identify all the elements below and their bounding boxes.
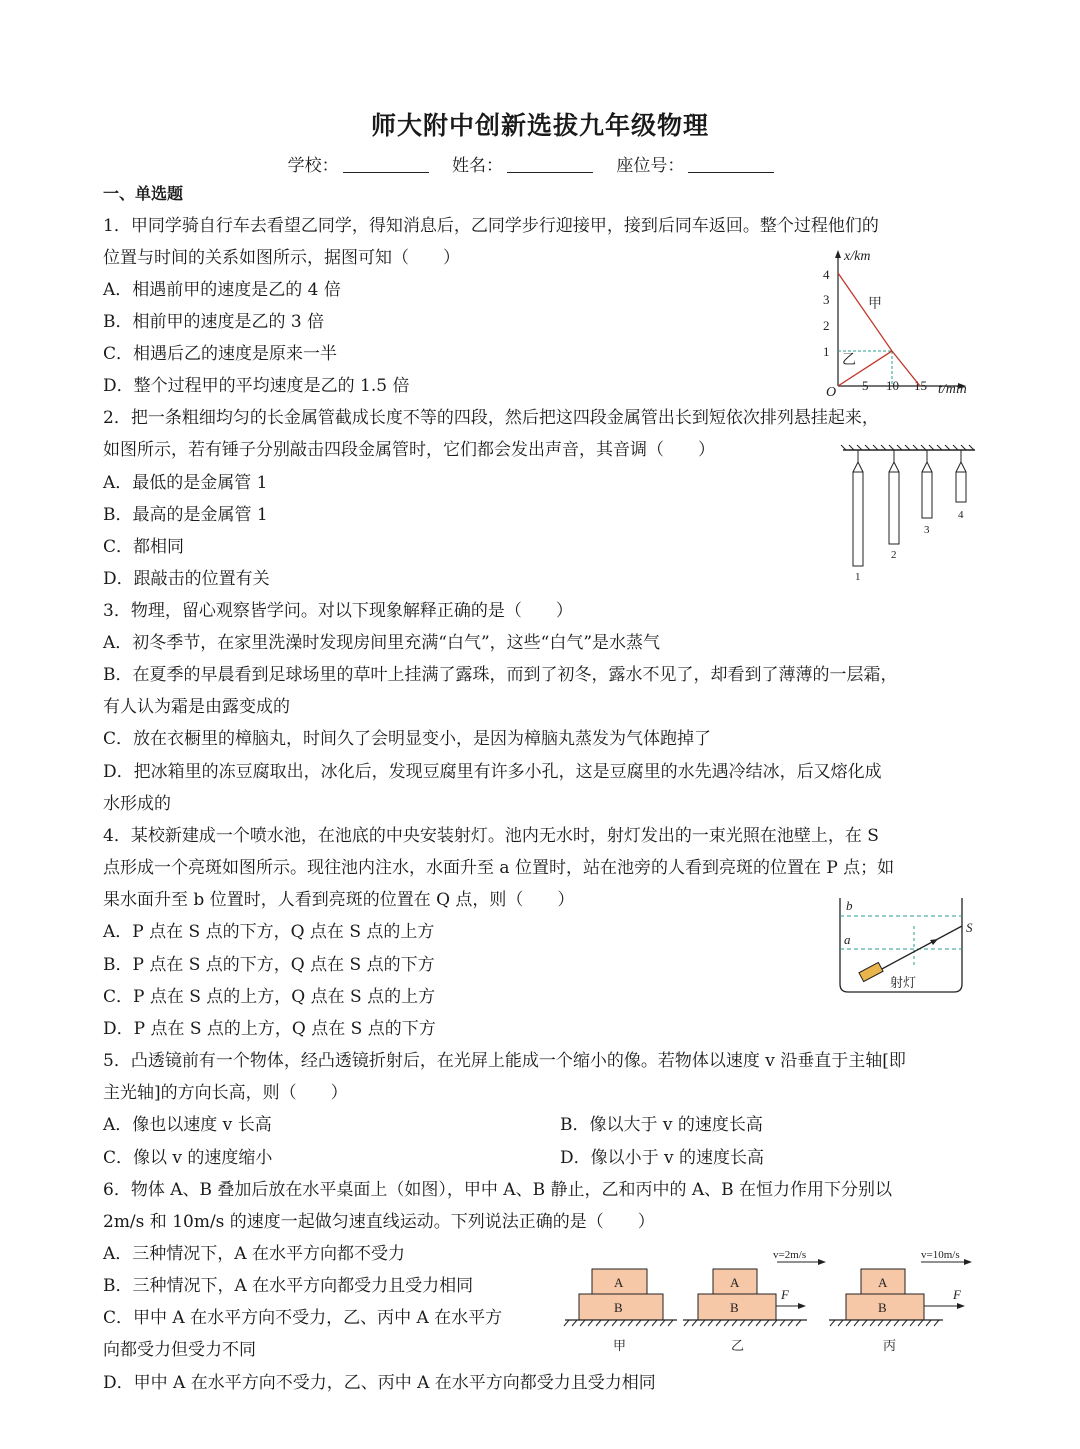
q2-option-d: D．跟敲击的位置有关 <box>103 569 270 589</box>
q1-position-time-graph <box>810 246 985 401</box>
y-tick-4: 4 <box>823 267 830 282</box>
block-setup-bing <box>829 1249 972 1353</box>
tube-3-label: 3 <box>924 524 930 536</box>
q5-option-c: C．像以 v 的速度缩小 <box>103 1148 273 1168</box>
student-info-row <box>0 151 1080 176</box>
point-s-label: S <box>966 920 973 935</box>
tube-2-label: 2 <box>891 549 897 561</box>
school-label: 学校： <box>287 156 339 176</box>
y-axis-arrow-icon <box>835 250 841 258</box>
x-tick-5: 5 <box>862 378 869 393</box>
y-tick-3: 3 <box>823 292 830 307</box>
velocity-label-yi: v=2m/s <box>773 1249 807 1261</box>
q6-blocks-figure <box>565 1248 980 1358</box>
light-beam <box>880 926 962 970</box>
q3-option-d-line2: 水形成的 <box>103 794 171 814</box>
q6-stem-line1: 6．物体 A、B 叠加后放在水平桌面上（如图），甲中 A、B 静止，乙和丙中的 A、B 在恒力作用下分别以 <box>103 1180 893 1200</box>
x-axis-label: t/min <box>938 382 967 397</box>
origin-label: O <box>826 385 837 400</box>
q5-stem-line2: 主光轴]的方向长高，则（ ） <box>103 1083 348 1103</box>
x-tick-15: 15 <box>914 378 927 393</box>
label-a-jia: A <box>614 1275 624 1290</box>
tube-4 <box>956 450 966 502</box>
q3-stem: 3．物理，留心观察皆学问。对以下现象解释正确的是（ ） <box>103 601 573 621</box>
q1-option-b: B．相前甲的速度是乙的 3 倍 <box>103 312 325 332</box>
q4-stem-line3: 果水面升至 b 位置时，人看到亮斑的位置在 Q 点，则（ ） <box>103 890 575 910</box>
q3-option-b-line2: 有人认为霜是由露变成的 <box>103 697 290 717</box>
tube-1-label: 1 <box>855 571 861 583</box>
q4-option-a: A．P 点在 S 点的下方，Q 点在 S 点的上方 <box>103 922 435 942</box>
jia-label: 甲 <box>868 297 882 312</box>
q4-option-b: B．P 点在 S 点的下方，Q 点在 S 点的下方 <box>103 955 435 975</box>
label-a-yi: A <box>730 1275 740 1290</box>
q3-option-a: A．初冬季节，在家里洗澡时发现房间里充满“白气”，这些“白气”是水蒸气 <box>103 633 661 653</box>
beam-arrow-icon <box>930 939 938 945</box>
q5-option-b: B．像以大于 v 的速度长高 <box>560 1115 763 1135</box>
q4-pool-figure <box>834 896 984 996</box>
seat-label: 座位号： <box>616 156 685 176</box>
q3-option-b-line1: B．在夏季的早晨看到足球场里的草叶上挂满了露珠，而到了初冬，露水不见了，却看到了薄薄的一层霜， <box>103 665 898 685</box>
caption-bing: 丙 <box>883 1338 897 1353</box>
label-b-yi: B <box>730 1300 739 1315</box>
q1-option-a: A．相遇前甲的速度是乙的 4 倍 <box>103 280 341 300</box>
page-title: 师大附中创新选拔九年级物理 <box>370 111 709 140</box>
jia-line <box>838 273 920 386</box>
q2-stem-line1: 2．把一条粗细均匀的长金属管截成长度不等的四段，然后把这四段金属管出长到短依次排列悬挂起来， <box>103 408 879 428</box>
q6-option-c-line2: 向都受力但受力不同 <box>103 1340 256 1360</box>
section-heading: 一、单选题 <box>103 184 184 203</box>
yi-label: 乙 <box>842 353 856 368</box>
caption-jia: 甲 <box>613 1338 627 1353</box>
block-setup-yi <box>683 1249 826 1353</box>
q5-option-d: D．像以小于 v 的速度长高 <box>560 1148 765 1168</box>
q2-option-a: A．最低的是金属管 1 <box>103 473 268 493</box>
y-tick-2: 2 <box>823 318 830 333</box>
label-b-bing: B <box>878 1300 887 1315</box>
q6-stem-line2: 2m/s 和 10m/s 的速度一起做匀速直线运动。下列说法正确的是（ ） <box>103 1212 655 1232</box>
q4-stem-line2: 点形成一个亮斑如图所示。现往池内注水，水面升至 a 位置时，站在池旁的人看到亮斑的位置在 P 点；如 <box>103 858 895 878</box>
velocity-arrowhead-yi-icon <box>818 1259 826 1265</box>
y-tick-1: 1 <box>823 344 830 359</box>
q1-stem-line2: 位置与时间的关系如图所示，据图可知（ ） <box>103 248 460 268</box>
tube-4-label: 4 <box>958 509 964 521</box>
spotlight-label: 射灯 <box>890 975 917 990</box>
level-a-label: a <box>844 932 851 947</box>
q2-hanging-tubes-figure <box>840 444 980 584</box>
tube-2 <box>889 450 899 544</box>
label-a-bing: A <box>878 1275 888 1290</box>
q2-option-b: B．最高的是金属管 1 <box>103 505 268 525</box>
block-setup-jia <box>564 1269 677 1353</box>
q2-option-c: C．都相同 <box>103 537 185 557</box>
force-arrowhead-yi-icon <box>798 1303 806 1309</box>
q3-option-d-line1: D．把冰箱里的冻豆腐取出，冰化后，发现豆腐里有许多小孔，这是豆腐里的水先遇冷结冰，后又熔化成 <box>103 762 882 782</box>
label-b-jia: B <box>614 1300 623 1315</box>
x-tick-10: 10 <box>886 378 899 393</box>
q5-stem-line1: 5．凸透镜前有一个物体，经凸透镜折射后，在光屏上能成一个缩小的像。若物体以速度 v 沿垂直于主轴[即 <box>103 1051 906 1071</box>
velocity-arrowhead-bing-icon <box>964 1259 972 1265</box>
tube-3 <box>922 450 932 518</box>
caption-yi: 乙 <box>731 1338 745 1353</box>
q1-option-d: D．整个过程甲的平均速度是乙的 1.5 倍 <box>103 376 410 396</box>
q2-stem-line2: 如图所示，若有锤子分别敲击四段金属管时，它们都会发出声音，其音调（ ） <box>103 440 715 460</box>
name-label: 姓名： <box>452 156 503 176</box>
q1-option-c: C．相遇后乙的速度是原来一半 <box>103 344 338 364</box>
q6-option-b: B．三种情况下，A 在水平方向都受力且受力相同 <box>103 1276 474 1296</box>
q6-option-c-line1: C．甲中 A 在水平方向不受力，乙、丙中 A 在水平方 <box>103 1308 503 1328</box>
q4-stem-line1: 4．某校新建成一个喷水池，在池底的中央安装射灯。池内无水时，射灯发出的一束光照在池壁上，在 S <box>103 826 879 846</box>
y-axis-label: x/km <box>844 249 871 264</box>
q6-option-d: D．甲中 A 在水平方向不受力，乙、丙中 A 在水平方向都受力且受力相同 <box>103 1373 656 1393</box>
school-blank[interactable] <box>343 156 429 173</box>
name-blank[interactable] <box>507 156 593 173</box>
q4-option-d: D．P 点在 S 点的上方，Q 点在 S 点的下方 <box>103 1019 436 1039</box>
spotlight-icon <box>859 962 883 981</box>
q6-option-a: A．三种情况下，A 在水平方向都不受力 <box>103 1244 405 1264</box>
force-arrowhead-bing-icon <box>957 1303 965 1309</box>
tube-1 <box>853 450 863 566</box>
force-label-yi: F <box>781 1287 789 1302</box>
q5-option-a: A．像也以速度 v 长高 <box>103 1115 272 1135</box>
q4-option-c: C．P 点在 S 点的上方，Q 点在 S 点的上方 <box>103 987 436 1007</box>
q1-stem-line1: 1．甲同学骑自行车去看望乙同学，得知消息后，乙同学步行迎接甲，接到后同车返回。整个过程他们的 <box>103 216 879 236</box>
velocity-label-bing: v=10m/s <box>921 1249 960 1261</box>
level-b-label: b <box>846 898 853 913</box>
force-label-bing: F <box>953 1287 961 1302</box>
seat-blank[interactable] <box>688 156 774 173</box>
q3-option-c: C．放在衣橱里的樟脑丸，时间久了会明显变小，是因为樟脑丸蒸发为气体跑掉了 <box>103 729 712 749</box>
